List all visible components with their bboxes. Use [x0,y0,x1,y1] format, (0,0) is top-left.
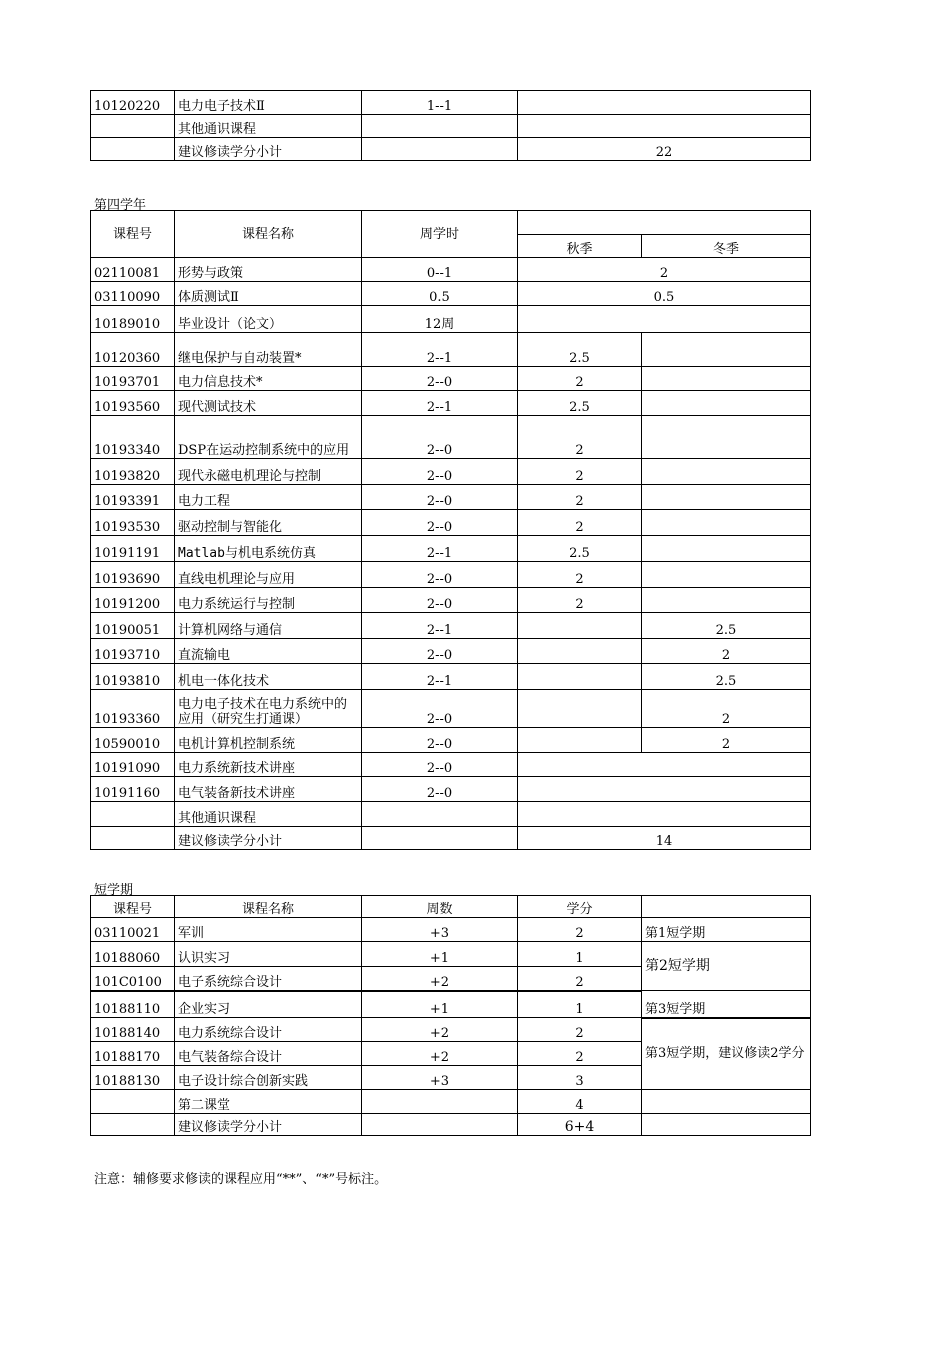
course-credit [518,777,811,802]
week-hours [362,138,518,161]
weeks: +3 [362,1066,518,1090]
week-hours [362,802,518,827]
course-name: 其他通识课程 [175,115,362,138]
autumn-credit [518,664,642,690]
header-credit: 学分 [518,896,642,918]
course-code: 10188170 [91,1042,175,1066]
course-code: 10120220 [91,91,175,115]
course-code: 03110090 [91,282,175,306]
table-row [91,91,811,115]
course-credit [518,802,811,827]
course-code [91,115,175,138]
header-row [91,211,811,235]
credit: 3 [518,1066,642,1090]
weeks: +1 [362,942,518,967]
credit: 2 [518,918,642,942]
course-credit [518,91,811,115]
week-hours: 2--0 [362,690,518,728]
course-code: 10193391 [91,485,175,510]
course-name: 机电一体化技术 [175,664,362,690]
course-code: 10188060 [91,942,175,967]
course-code: 03110021 [91,918,175,942]
week-hours: 2--1 [362,536,518,562]
course-code: 10188130 [91,1066,175,1090]
week-hours: 2--0 [362,367,518,391]
course-code [91,1114,175,1136]
term-note: 第2短学期 [642,942,811,991]
course-name: 驱动控制与智能化 [175,510,362,536]
header-name: 课程名称 [175,211,362,258]
table-row [91,664,811,690]
week-hours: 0.5 [362,282,518,306]
course-name: Matlab与机电系统仿真 [175,536,362,562]
course-code: 101C0100 [91,967,175,991]
course-name: 电子设计综合创新实践 [175,1066,362,1090]
autumn-credit: 2 [518,367,642,391]
weeks [362,1114,518,1136]
table-row [91,728,811,753]
week-hours [362,115,518,138]
winter-credit: 2 [642,728,811,753]
course-code [91,1090,175,1114]
winter-credit [642,367,811,391]
credit: 2 [518,967,642,991]
course-name: 电力工程 [175,485,362,510]
course-credit [518,753,811,777]
header-autumn: 秋季 [518,235,642,258]
course-name: 电力信息技术* [175,367,362,391]
autumn-credit [518,728,642,753]
course-name: 认识实习 [175,942,362,967]
week-hours: 0--1 [362,258,518,282]
winter-credit: 2.5 [642,613,811,639]
course-code: 10193360 [91,690,175,728]
table-row [91,753,811,777]
autumn-credit: 2.5 [518,333,642,367]
course-code: 10193701 [91,367,175,391]
course-code: 10190051 [91,613,175,639]
table-row [91,510,811,536]
winter-credit [642,391,811,416]
course-name: 电力电子技术Ⅱ [175,91,362,115]
year4-course-table [90,210,811,850]
course-code: 10193340 [91,416,175,459]
course-code: 10590010 [91,728,175,753]
winter-credit: 2 [642,690,811,728]
course-credit [518,115,811,138]
credit: 2 [518,1042,642,1066]
course-code: 10120360 [91,333,175,367]
term-note [642,1114,811,1136]
course-name: 建议修读学分小计 [175,827,362,850]
term-note: 第3短学期 [642,991,811,1018]
short-term-title: 短学期 [94,883,134,898]
week-hours: 2--0 [362,753,518,777]
winter-credit: 2.5 [642,664,811,690]
winter-credit [642,562,811,588]
table-row [91,777,811,802]
course-name: 建议修读学分小计 [175,138,362,161]
credit: 1 [518,991,642,1018]
table-row [91,562,811,588]
table-row [91,802,811,827]
header-weeks: 周数 [362,896,518,918]
table-row [91,115,811,138]
winter-credit [642,416,811,459]
course-code: 10188110 [91,991,175,1018]
course-code: 10193820 [91,459,175,485]
course-name: 计算机网络与通信 [175,613,362,639]
course-name: 电力系统新技术讲座 [175,753,362,777]
table-row [91,306,811,333]
course-code: 10188140 [91,1018,175,1042]
course-name: 现代永磁电机理论与控制 [175,459,362,485]
course-name: 电力电子技术在电力系统中的应用（研究生打通课） [175,690,362,728]
course-code [91,827,175,850]
table-row [91,1114,811,1136]
course-name: 直线电机理论与应用 [175,562,362,588]
header-row [91,896,811,918]
autumn-credit: 2 [518,459,642,485]
table-row [91,613,811,639]
short-term-table [90,895,811,1136]
table-row [91,367,811,391]
winter-credit: 2 [642,639,811,664]
weeks: +1 [362,991,518,1018]
course-code: 10189010 [91,306,175,333]
course-name: 电机计算机控制系统 [175,728,362,753]
autumn-credit [518,639,642,664]
week-hours: 2--0 [362,639,518,664]
weeks [362,1090,518,1114]
course-credit [518,306,811,333]
course-code: 10191090 [91,753,175,777]
course-name: 其他通识课程 [175,802,362,827]
term-note [642,1090,811,1114]
course-name: 电子系统综合设计 [175,967,362,991]
credit: 4 [518,1090,642,1114]
autumn-credit: 2 [518,416,642,459]
course-code: 10193710 [91,639,175,664]
course-name: 形势与政策 [175,258,362,282]
course-name: 继电保护与自动装置* [175,333,362,367]
table-row [91,942,811,967]
credit: 1 [518,942,642,967]
top-course-table [90,90,811,161]
weeks: +3 [362,918,518,942]
course-code: 10193560 [91,391,175,416]
course-code: 10191160 [91,777,175,802]
table-row [91,391,811,416]
week-hours: 2--0 [362,459,518,485]
autumn-credit: 2.5 [518,391,642,416]
weeks: +2 [362,967,518,991]
course-code: 10191191 [91,536,175,562]
autumn-credit: 2 [518,588,642,613]
week-hours: 2--0 [362,588,518,613]
course-code [91,138,175,161]
table-row [91,333,811,367]
course-name: 第二课堂 [175,1090,362,1114]
course-credit: 0.5 [518,282,811,306]
table-row [91,1018,811,1042]
winter-credit [642,333,811,367]
weeks: +2 [362,1042,518,1066]
table-row [91,639,811,664]
table-row [91,827,811,850]
winter-credit [642,588,811,613]
year4-title: 第四学年 [94,198,147,213]
course-name: 电力系统综合设计 [175,1018,362,1042]
week-hours: 2--1 [362,333,518,367]
course-credit: 2 [518,258,811,282]
week-hours: 2--0 [362,416,518,459]
course-name: 毕业设计（论文） [175,306,362,333]
course-name: 电气装备综合设计 [175,1042,362,1066]
course-name: DSP在运动控制系统中的应用 [175,416,362,459]
autumn-credit [518,613,642,639]
week-hours: 1--1 [362,91,518,115]
autumn-credit: 2 [518,485,642,510]
week-hours: 2--0 [362,728,518,753]
course-name: 电力系统运行与控制 [175,588,362,613]
header-name: 课程名称 [175,896,362,918]
table-row [91,258,811,282]
course-code: 10193690 [91,562,175,588]
week-hours: 2--0 [362,485,518,510]
course-code [91,802,175,827]
week-hours: 2--1 [362,613,518,639]
winter-credit [642,510,811,536]
week-hours: 12周 [362,306,518,333]
table-row [91,918,811,942]
table-row [91,282,811,306]
week-hours: 2--0 [362,777,518,802]
table-row [91,690,811,728]
table-row [91,588,811,613]
week-hours [362,827,518,850]
subtotal-credit: 22 [518,138,811,161]
header-code: 课程号 [91,896,175,918]
subtotal-credit: 6+4 [518,1114,642,1136]
header-hours: 周学时 [362,211,518,258]
course-code: 10191200 [91,588,175,613]
week-hours: 2--0 [362,510,518,536]
week-hours: 2--1 [362,391,518,416]
term-note: 第1短学期 [642,918,811,942]
table-row [91,991,811,1018]
course-code: 10193530 [91,510,175,536]
table-row [91,536,811,562]
course-name: 电气装备新技术讲座 [175,777,362,802]
course-code: 02110081 [91,258,175,282]
winter-credit [642,536,811,562]
course-code: 10193810 [91,664,175,690]
autumn-credit: 2 [518,510,642,536]
table-row [91,485,811,510]
autumn-credit [518,690,642,728]
table-row [91,138,811,161]
term-note: 第3短学期，建议修读2学分 [642,1018,811,1090]
table-row [91,416,811,459]
footnote: 注意：辅修要求修读的课程应用“**”、“*”号标注。 [94,1172,388,1187]
winter-credit [642,485,811,510]
weeks: +2 [362,1018,518,1042]
course-name: 建议修读学分小计 [175,1114,362,1136]
course-name: 军训 [175,918,362,942]
course-credit: 14 [518,827,811,850]
week-hours: 2--0 [362,562,518,588]
week-hours: 2--1 [362,664,518,690]
autumn-credit: 2 [518,562,642,588]
header-winter: 冬季 [642,235,811,258]
credit: 2 [518,1018,642,1042]
table-row [91,1090,811,1114]
winter-credit [642,459,811,485]
course-name: 体质测试Ⅱ [175,282,362,306]
table-row [91,459,811,485]
header-code: 课程号 [91,211,175,258]
header-term [518,211,811,235]
course-name: 现代测试技术 [175,391,362,416]
autumn-credit: 2.5 [518,536,642,562]
header-note [642,896,811,918]
course-name: 企业实习 [175,991,362,1018]
course-name: 直流输电 [175,639,362,664]
